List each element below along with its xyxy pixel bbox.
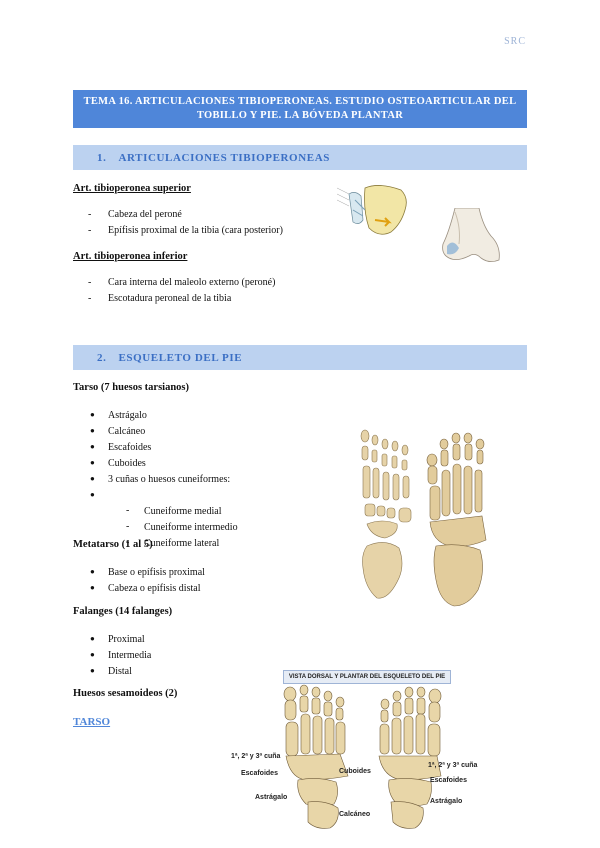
label-cunas-right: 1ª, 2ª y 3ª cuña	[428, 762, 478, 769]
heading-tibioperonea-superior: Art. tibioperonea superior	[73, 183, 191, 194]
list-item: - Cara interna del maleolo externo (peroné)	[88, 275, 275, 291]
list-item: - Cuneiforme intermedio	[126, 519, 238, 535]
label-cunas-left: 1ª, 2ª y 3ª cuña	[231, 753, 281, 760]
label-escafoides-left: Escafoides	[241, 770, 278, 777]
label-astragalo-left: Astrágalo	[255, 794, 288, 801]
list-item: - Epífisis proximal de la tibia (cara posterior)	[88, 223, 283, 239]
list-item: ● Intermedia	[90, 647, 151, 663]
figure-title: VISTA DORSAL Y PLANTAR DEL ESQUELETO DEL PIE	[283, 670, 451, 684]
list-item: ● 3 cuñas o huesos cuneiformes:	[90, 471, 238, 487]
label-astragalo-right: Astrágalo	[430, 798, 463, 805]
page-title: TEMA 16. ARTICULACIONES TIBIOPERONEAS. ESTUDIO OSTEOARTICULAR DEL TOBILLO Y PIE. LA BÓVEDA PLANTAR	[73, 90, 527, 128]
list-item: ● Escafoides	[90, 439, 238, 455]
section-title: ARTICULACIONES TIBIOPERONEAS	[118, 151, 330, 164]
list-item: - ● Cuneiforme medial	[126, 503, 238, 519]
knee-joint-illustration	[335, 180, 415, 244]
author-initials: SRC	[504, 36, 526, 47]
disarticulated-foot-bones-illustration	[355, 428, 415, 603]
list-item: ● Cabeza o epífisis distal	[90, 580, 205, 596]
heading-metatarso: Metatarso (1 al 5)	[73, 539, 153, 550]
heading-tarso: Tarso (7 huesos tarsianos)	[73, 382, 190, 393]
list-metatarso	[90, 564, 205, 596]
list-falanges	[90, 631, 151, 679]
list-item: - Escotadura peroneal de la tibia	[88, 291, 275, 307]
section-header-esqueleto-pie	[73, 345, 527, 370]
list-tibioperonea-superior	[88, 207, 283, 238]
distal-tibia-illustration	[435, 208, 505, 266]
section-number: 2.	[97, 351, 107, 364]
section-header-articulaciones	[73, 145, 527, 170]
list-item: ● Cuboides	[90, 455, 238, 471]
list-item: ● Astrágalo	[90, 407, 238, 423]
label-cuboides: Cuboides	[339, 768, 371, 775]
list-tibioperonea-inferior	[88, 275, 275, 306]
list-item: ● Proximal	[90, 631, 151, 647]
tarso-link[interactable]: TARSO	[73, 716, 111, 728]
heading-sesamoideos: Huesos sesamoideos (2)	[73, 688, 178, 699]
plantar-foot-skeleton-illustration	[375, 684, 455, 830]
heading-falanges: Falanges (14 falanges)	[73, 606, 173, 617]
list-item: ● Base o epífisis proximal	[90, 564, 205, 580]
label-escafoides-right: Escafoides	[430, 777, 467, 784]
heading-tibioperonea-inferior: Art. tibioperonea inferior	[73, 251, 188, 262]
list-item: - Cabeza del peroné	[88, 207, 283, 223]
list-item: - Cuneiforme lateral	[126, 535, 238, 551]
list-tarso	[90, 407, 238, 551]
articulated-foot-skeleton-illustration	[420, 430, 492, 608]
label-calcaneo: Calcáneo	[339, 811, 371, 818]
dorsal-foot-skeleton-illustration	[270, 684, 360, 830]
list-item: ● Calcáneo	[90, 423, 238, 439]
section-number: 1.	[97, 151, 107, 164]
list-item: ● Distal	[90, 663, 151, 679]
section-title: ESQUELETO DEL PIE	[118, 351, 243, 364]
